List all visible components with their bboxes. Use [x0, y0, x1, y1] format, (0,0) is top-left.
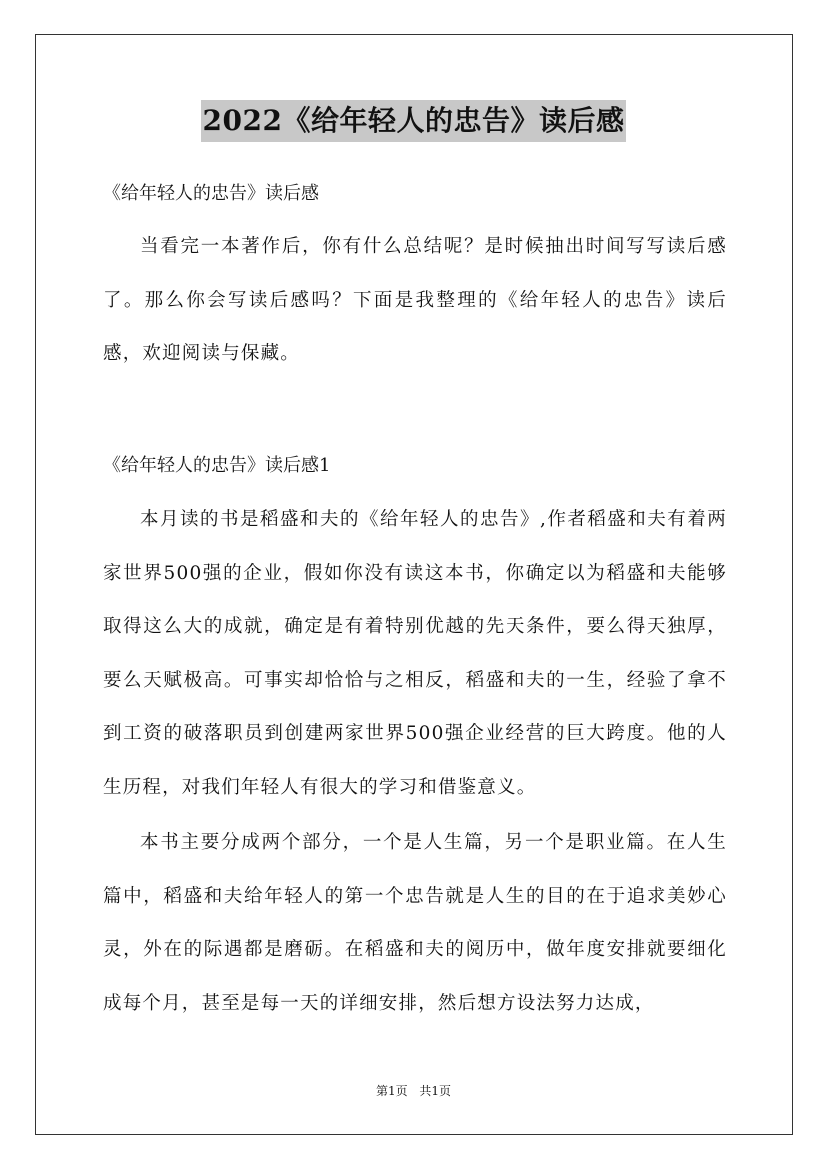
page-total: 共1页: [419, 1084, 452, 1098]
title-container: [0, 100, 827, 142]
page-number: 第1页: [375, 1084, 408, 1098]
page-footer: [0, 1082, 827, 1100]
body-paragraph: 本月读的书是稻盛和夫的《给年轻人的忠告》,作者稻盛和夫有着两家世界500强的企业，假如你没有读这本书，你确定以为稻盛和夫能够取得这么大的成就，确定是有着特别优越的先天条件，要么得天独厚，要么天赋极高。可事实却恰恰与之相反，稻盛和夫的一生，经验了拿不到工资的破落职员到创建两家世界500强企业经营的巨大跨度。他的人生历程，对我们年轻人有很大的学习和借鉴意义。: [103, 509, 727, 798]
body-paragraph: 本书主要分成两个部分，一个是人生篇，另一个是职业篇。在人生篇中，稻盛和夫给年轻人的第一个忠告就是人生的目的在于追求美妙心灵，外在的际遇都是磨砺。在稻盛和夫的阅历中，做年度安排就要细化成每个月，甚至是每一天的详细安排，然后想方设法努力达成，: [103, 832, 727, 1014]
intro-paragraph: 当看完一本著作后，你有什么总结呢？是时候抽出时间写写读后感了。那么你会写读后感吗？下面是我整理的《给年轻人的忠告》读后感，欢迎阅读与保藏。: [103, 236, 727, 364]
section-heading: 《给年轻人的忠告》读后感1: [103, 455, 331, 476]
document-title: 2022《给年轻人的忠告》读后感: [201, 100, 627, 142]
document-subtitle: 《给年轻人的忠告》读后感: [103, 183, 319, 204]
